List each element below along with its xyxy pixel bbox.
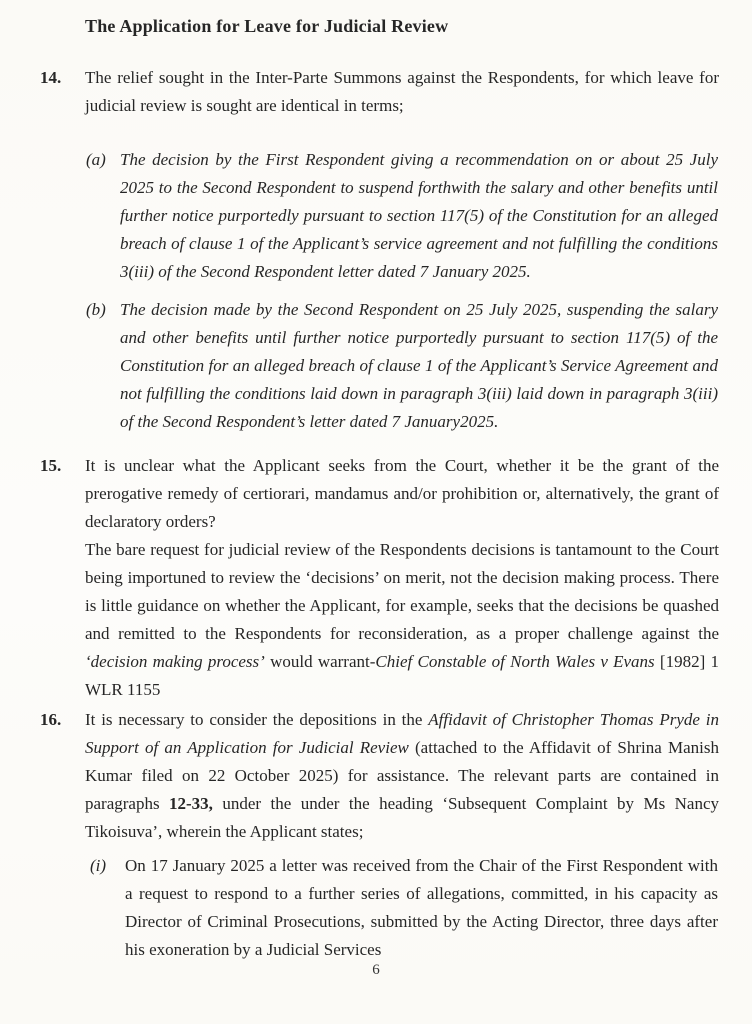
case-name-italic: Chief Constable of North Wales v Evans bbox=[375, 652, 655, 671]
paragraph-16-tail: under the under the heading ‘Subsequent Complaint by Ms Nancy Tikoisuva’, wherein the Applicant states; bbox=[85, 794, 719, 841]
paragraph-16-number: 16. bbox=[40, 710, 62, 729]
case-citation: [1982] 1 WLR 1155 bbox=[85, 652, 719, 699]
subitem-i-label: (i) bbox=[90, 856, 107, 875]
paragraph-range-bold: 12-33, bbox=[169, 794, 213, 813]
paragraph-15-mid: would warrant- bbox=[264, 652, 376, 671]
affidavit-title-italic: Affidavit of Christopher Thomas Pryde in Support of an Application for Judicial Review bbox=[85, 710, 720, 757]
subitem-b-text: The decision made by the Second Respondent on 25 July 2025, suspending the salary and other benefits until further notice purportedly pursuant to section 117(5) of the Constitution for an alleged breach of clause 1 of the Applicant’s Service Agreement and not fulfilling the conditions laid down in paragraph 3(iii) laid down in paragraph 3(iii) of the Second Respondent’s letter dated 7 January2025. bbox=[120, 300, 718, 431]
paragraph-14-number: 14. bbox=[40, 68, 62, 87]
paragraph-15-body-start: The bare request for judicial review of the Respondents decisions is tantamount to the Court being importuned to review the ‘decisions’ on merit, not the decision making process. There is little guidance on whether the Applicant, for example, seeks that the decisions be quashed and remitted to the Respondents for reconsideration, as a proper challenge against the bbox=[85, 540, 719, 643]
page-number: 6 bbox=[372, 962, 380, 978]
subitem-a-label: (a) bbox=[86, 150, 106, 169]
subitem-b-label: (b) bbox=[86, 300, 106, 319]
paragraph-15 bbox=[0, 452, 752, 704]
section-heading: The Application for Leave for Judicial Review bbox=[85, 16, 449, 36]
paragraph-16-text bbox=[85, 706, 719, 846]
paragraph-15-number: 15. bbox=[40, 456, 62, 475]
subitem-i bbox=[0, 852, 752, 964]
subitem-b bbox=[0, 296, 752, 436]
paragraph-15-sentence-1: It is unclear what the Applicant seeks from the Court, whether it be the grant of the prerogative remedy of certiorari, mandamus and/or prohibition or, alternatively, the grant of declaratory orders? bbox=[85, 456, 719, 531]
paragraph-14 bbox=[0, 64, 752, 120]
subitem-a bbox=[0, 146, 752, 286]
subitem-i-text: On 17 January 2025 a letter was received from the Chair of the First Respondent with a request to respond to a further series of allegations, committed, in his capacity as Director of Criminal Prosecutions, submitted by the Acting Director, three days after his exoneration by a Judicial Services bbox=[125, 856, 718, 959]
paragraph-15-text bbox=[85, 452, 719, 704]
paragraph-14-text: The relief sought in the Inter-Parte Summons against the Respondents, for which leave for judicial review is sought are identical in terms; bbox=[85, 68, 719, 115]
paragraph-16-lead: It is necessary to consider the depositions in the bbox=[85, 710, 429, 729]
paragraph-15-sentence-2 bbox=[85, 536, 719, 704]
quoted-phrase-italic: ‘decision making process’ bbox=[85, 652, 265, 671]
subitem-a-text: The decision by the First Respondent giving a recommendation on or about 25 July 2025 to the Second Respondent to suspend forthwith the salary and other benefits until further notice purportedly pursuant to section 117(5) of the Constitution for an alleged breach of clause 1 of the Applicant’s service agreement and not fulfilling the conditions 3(iii) of the Second Respondent letter dated 7 January 2025. bbox=[120, 150, 718, 281]
paragraph-16-mid: (attached to the Affidavit of Shrina Manish Kumar filed on 22 October 2025) for assistance. The relevant parts are contained in paragraphs bbox=[85, 738, 719, 813]
paragraph-16 bbox=[0, 706, 752, 846]
